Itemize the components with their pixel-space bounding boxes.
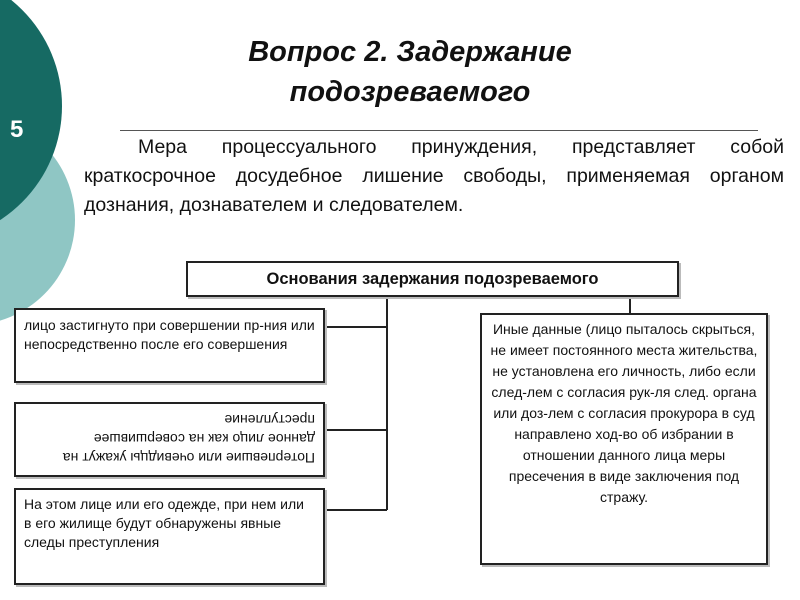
ground-box-witnesses-text: Потерпевшие или очевидцы укажут на данное лицо как на совершившее преступление — [62, 412, 315, 466]
slide-number: 5 — [10, 116, 24, 143]
title-line-2: подозреваемого — [289, 76, 531, 108]
ground-box-witnesses — [14, 402, 325, 477]
grounds-header-box: Основания задержания подозреваемого — [186, 261, 679, 297]
ground-box-other-data: Иные данные (лицо пыталось скрыться, не имеет постоянного места жительства, не установлена его личность, либо если след-лем с согласия рук-ля след. органа или доз-лем с согласия прокурора в суд направлено ход-во об избрании в отношении данного лица меры пресечения в виде заключения под стражу. — [480, 313, 768, 565]
title-line-1: Вопрос 2. Задержание — [248, 36, 572, 68]
definition-text: Мера процессуального принуждения, представляет собой краткосрочное досудебное лишение свободы, применяемая органом дознания, дознавателем и следователем. — [84, 136, 784, 216]
title-divider — [120, 130, 758, 131]
slide-title — [180, 32, 640, 112]
ground-box-caught: лицо застигнуто при совершении пр-ния или непосредственно после его совершения — [14, 308, 325, 383]
ground-box-traces: На этом лице или его одежде, при нем или в его жилище будут обнаружены явные следы преступления — [14, 488, 325, 585]
